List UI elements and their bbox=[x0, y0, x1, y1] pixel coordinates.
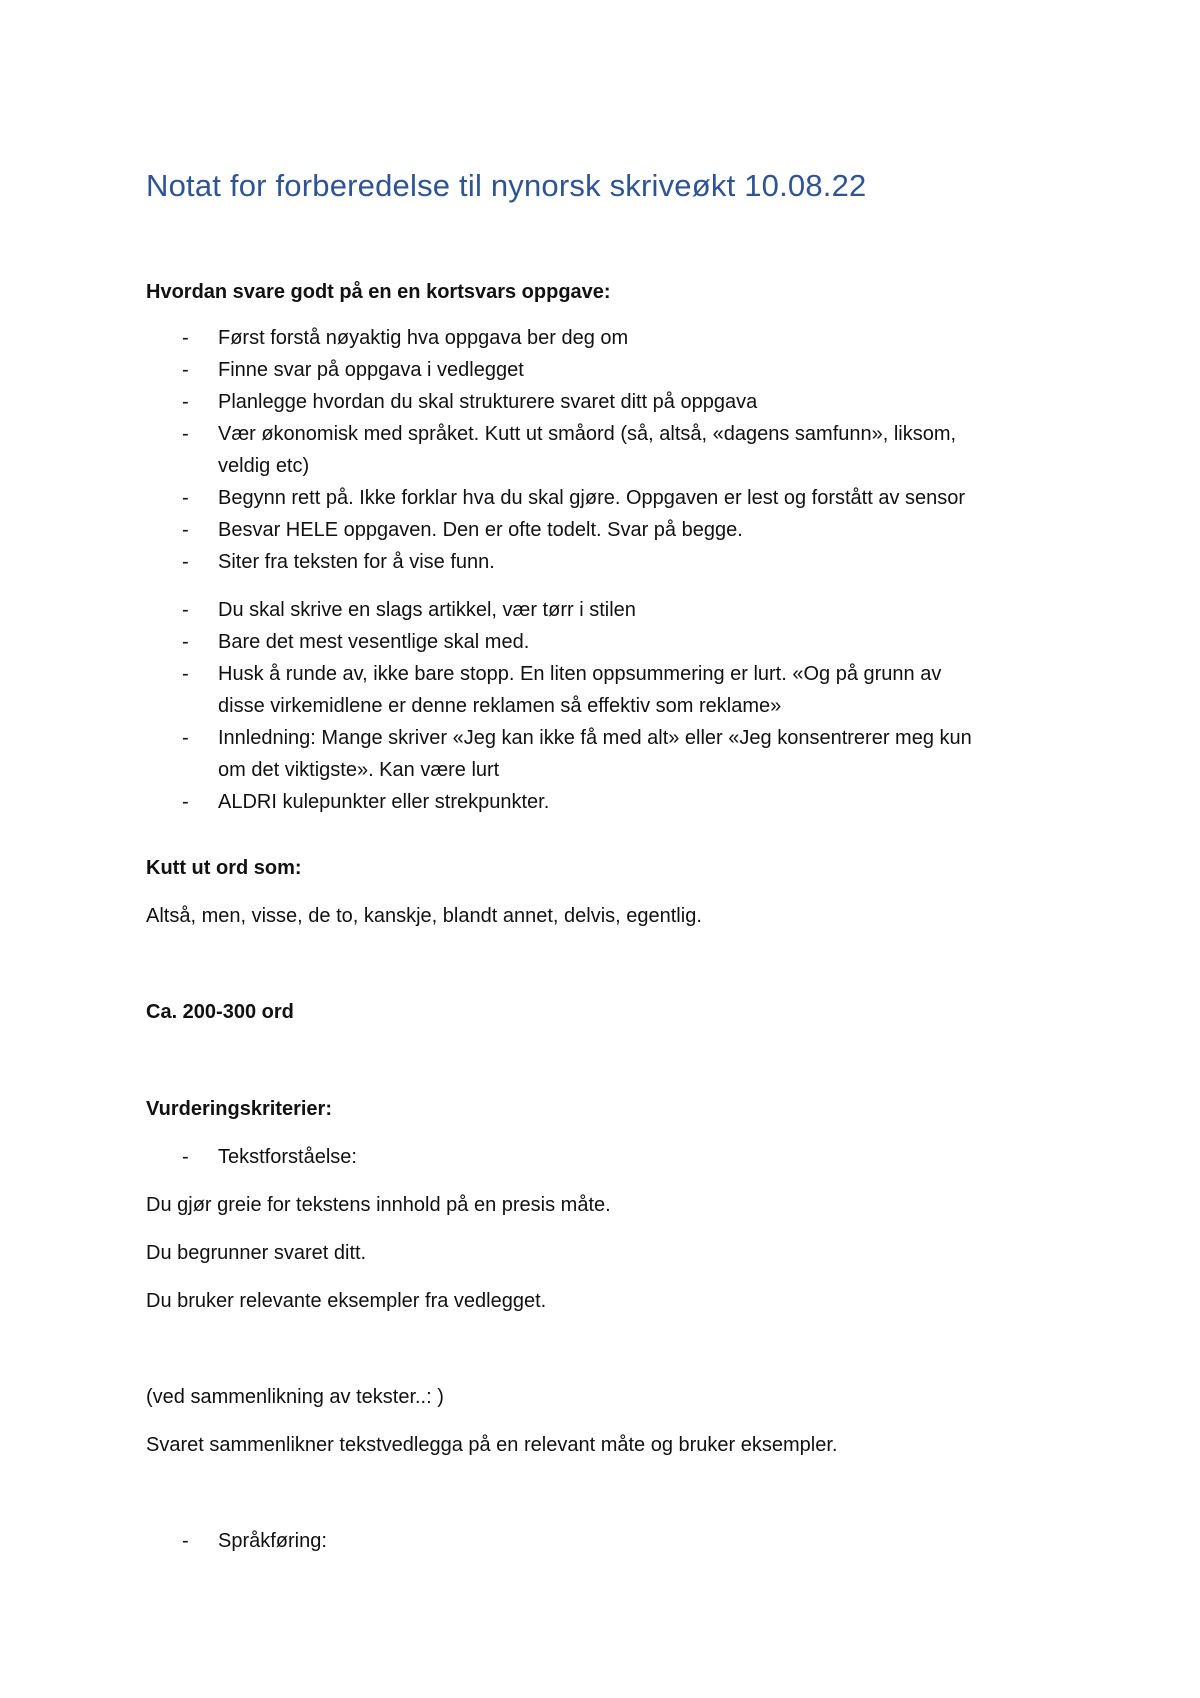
list-dash: - bbox=[182, 727, 189, 749]
list-dash: - bbox=[182, 599, 189, 621]
document-page: Notat for forberedelse til nynorsk skriveøkt 10.08.22 Hvordan svare godt på en en kortsvars oppgave: - Først forstå nøyaktig hva oppgava ber deg om - Finne svar på oppgava i vedlegget - Planlegge hvordan du skal strukturere svaret ditt på oppgava - Vær økonomisk med språket. Kutt ut småord (så, altså, «dagens samfunn», liksom, veldig etc) - Begynn rett på. Ikke forklar hva du skal gjøre. Oppgaven er lest og forstått av sensor - Besvar HELE oppgaven. Den er ofte todelt. Svar på begge. - Siter fra teksten for å vise funn. - Du skal skrive en slags artikkel, vær tørr i stilen - Bare det mest vesentlige skal med. - Husk å runde av, ikke bare stopp. En liten oppsummering er lurt. «Og på grunn av disse virkemidlene er denne reklamen så effektiv som reklame» - Innledning: Mange skriver «Jeg kan ikke få med alt» eller «Jeg konsentrerer meg kun om det viktigste». Kan være lurt - ALDRI kulepunkter eller strekpunkter. Kutt ut ord som: Altså, men, visse, de to, kanskje, blandt annet, delvis, egentlig. Ca. 200-300 ord Vurderingskriterier: - Tekstforståelse: Du gjør greie for tekstens innhold på en presis måte. Du begrunner svaret ditt. Du bruker relevante eksempler fra vedlegget. (ved sammenlikning av tekster..: ) Svaret sammenlikner tekstvedlegga på en relevant måte og bruker eksempler. - Språkføring: bbox=[0, 0, 1200, 1698]
list-dash: - bbox=[182, 663, 189, 685]
comparison-note: (ved sammenlikning av tekster..: ) bbox=[146, 1386, 444, 1408]
list-dash: - bbox=[182, 1530, 189, 1552]
cut-words-list: Altså, men, visse, de to, kanskje, blandt annet, delvis, egentlig. bbox=[146, 905, 702, 927]
list-dash: - bbox=[182, 551, 189, 573]
list-dash: - bbox=[182, 359, 189, 381]
word-count: Ca. 200-300 ord bbox=[146, 1001, 294, 1023]
section-heading-short-answer: Hvordan svare godt på en en kortsvars oppgave: bbox=[146, 281, 611, 303]
document-title: Notat for forberedelse til nynorsk skriveøkt 10.08.22 bbox=[146, 168, 867, 203]
criteria-line: Du bruker relevante eksempler fra vedlegget. bbox=[146, 1290, 547, 1312]
list-dash: - bbox=[182, 791, 189, 813]
list-dash: - bbox=[182, 487, 189, 509]
list-dash: - bbox=[182, 1146, 189, 1168]
list-dash: - bbox=[182, 327, 189, 349]
criteria-line: Du begrunner svaret ditt. bbox=[146, 1242, 367, 1264]
list-dash: - bbox=[182, 423, 189, 445]
list-dash: - bbox=[182, 519, 189, 541]
comparison-line: Svaret sammenlikner tekstvedlegga på en relevant måte og bruker eksempler. bbox=[146, 1434, 838, 1456]
cut-words-heading: Kutt ut ord som: bbox=[146, 857, 302, 879]
list-dash: - bbox=[182, 631, 189, 653]
list-dash: - bbox=[182, 391, 189, 413]
criteria-line: Du gjør greie for tekstens innhold på en presis måte. bbox=[146, 1194, 611, 1216]
criteria-heading: Vurderingskriterier: bbox=[146, 1098, 332, 1120]
